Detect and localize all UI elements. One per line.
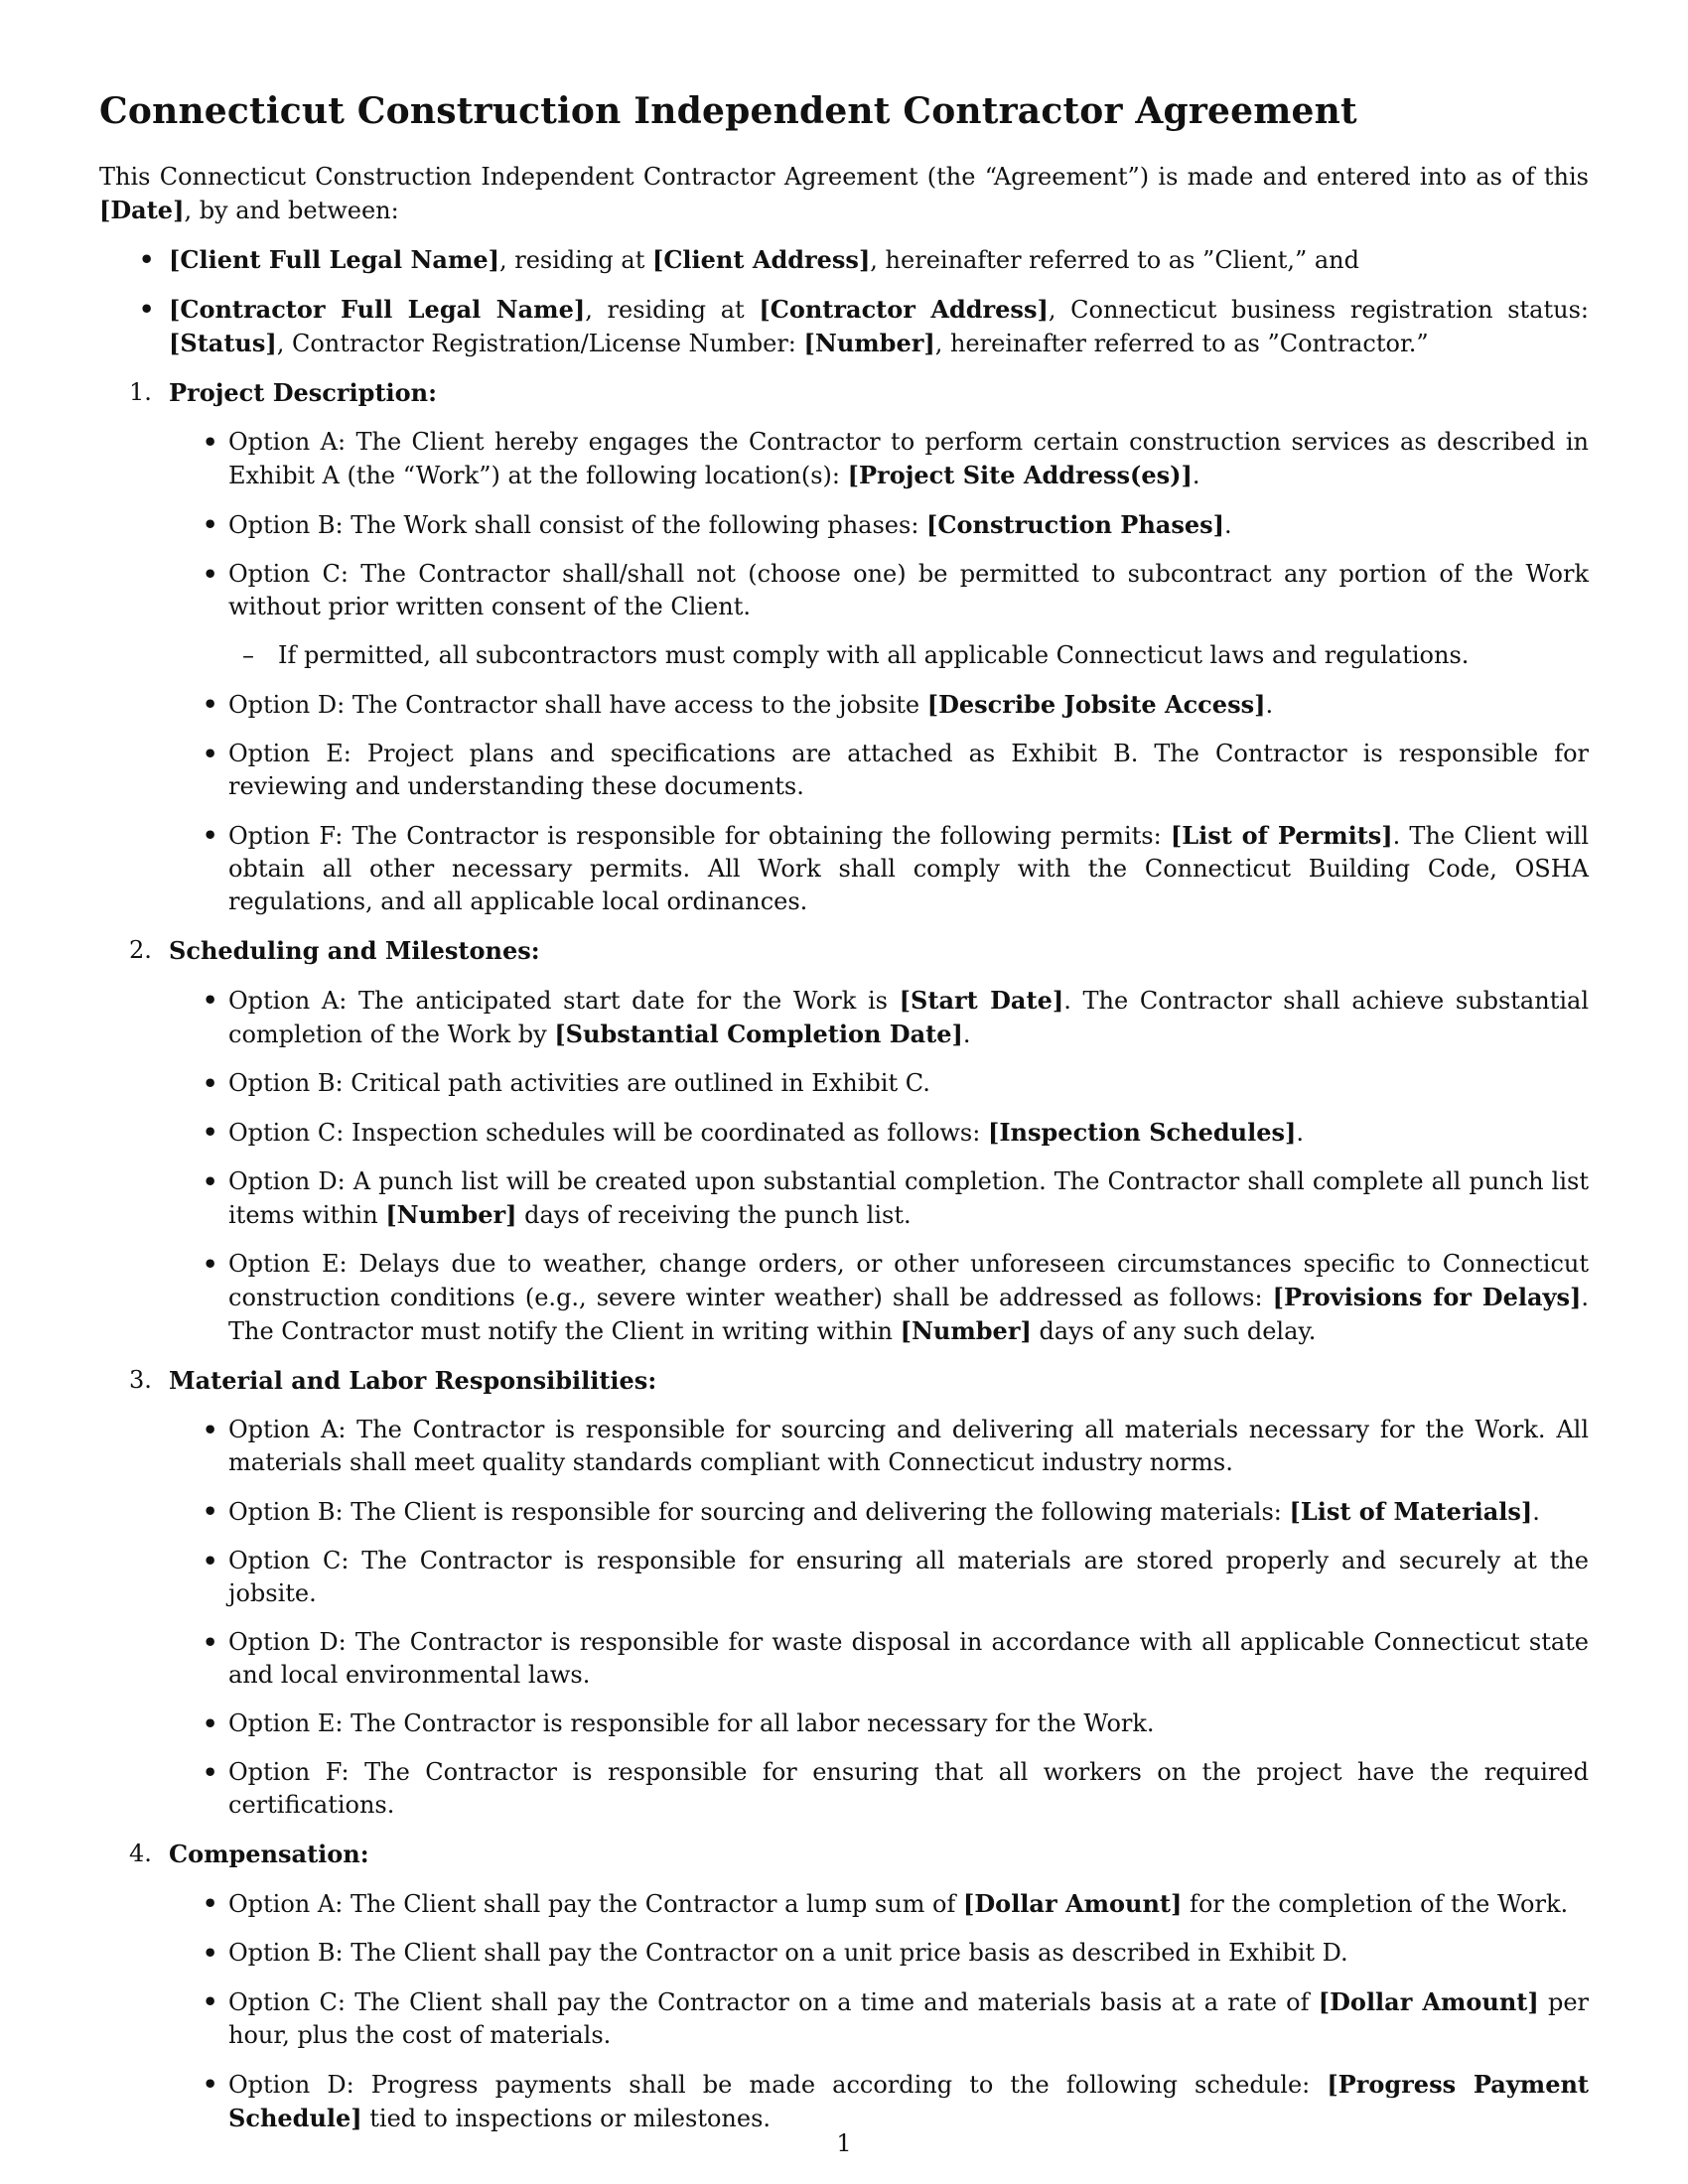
- section-heading: Scheduling and Milestones:: [169, 936, 540, 965]
- option-item: • Option A: The Client hereby engages the Contractor to perform certain construction services as described in Exhibit A (the “Work”) at the following location(s): [Project Site Address(es)].: [203, 428, 1589, 489]
- bullet-icon: •: [203, 1547, 218, 1575]
- option-item: • Option B: The Client shall pay the Contractor on a unit price basis as described in Exhibit D.: [203, 1939, 1348, 1968]
- bullet-icon: •: [139, 245, 155, 274]
- placeholder-field: [List of Materials]: [1289, 1497, 1533, 1526]
- option-item: • Option E: The Contractor is responsible for all labor necessary for the Work.: [203, 1709, 1155, 1738]
- placeholder-field: [Number]: [900, 1316, 1032, 1345]
- placeholder-field: [Substantial Completion Date]: [554, 1020, 963, 1048]
- bullet-icon: •: [203, 1939, 218, 1968]
- option-item: • Option C: The Contractor shall/shall not (choose one) be permitted to subcontract any portion of the Work without prior written consent of the Client. – If permitted, all subcontractors must comply with all applicable Connecticut laws and regulations.: [169, 558, 1589, 672]
- option-item: • Option D: The Contractor is responsible for waste disposal in accordance with all applicable Connecticut state and local environmental laws.: [203, 1628, 1589, 1689]
- intro-paragraph: This Connecticut Construction Independent Contractor Agreement (the “Agreement”) is made and entered into as of this [Date], by and between:: [99, 163, 1589, 224]
- bullet-icon: •: [203, 428, 218, 457]
- bullet-icon: •: [203, 510, 218, 539]
- option-item: • Option A: The anticipated start date for the Work is [Start Date]. The Contractor shall achieve substantial completion of the Work by [Substantial Completion Date].: [203, 986, 1590, 1048]
- bullet-icon: •: [203, 690, 218, 719]
- bullet-icon: •: [203, 560, 218, 589]
- option-item: • Option D: A punch list will be created upon substantial completion. The Contractor shall complete all punch list items within [Number] days of receiving the punch list.: [203, 1167, 1589, 1229]
- option-item: • Option A: The Contractor is responsible for sourcing and delivering all materials necessary for the Work. All materials shall meet quality standards compliant with Connecticut industry norms.: [203, 1416, 1589, 1476]
- bullet-icon: •: [203, 1628, 218, 1657]
- bullet-icon: •: [203, 1250, 218, 1279]
- option-item: • Option D: The Contractor shall have access to the jobsite [Describe Jobsite Access].: [203, 690, 1274, 719]
- section-4: [99, 1838, 1589, 2135]
- document-page: [99, 87, 1589, 2151]
- page-number: 1: [836, 2129, 852, 2157]
- bullet-icon: •: [203, 1889, 218, 1918]
- bullet-icon: •: [203, 2070, 218, 2099]
- option-item: • Option F: The Contractor is responsible for ensuring that all workers on the project have the required certifications.: [203, 1758, 1589, 1819]
- option-item: • Option B: Critical path activities are outlined in Exhibit C.: [203, 1069, 930, 1098]
- placeholder-field: [Dollar Amount]: [1318, 1987, 1539, 2016]
- option-item: • Option A: The Client shall pay the Contractor a lump sum of [Dollar Amount] for the completion of the Work.: [203, 1889, 1569, 1918]
- sub-item: – If permitted, all subcontractors must comply with all applicable Connecticut laws and regulations.: [228, 639, 1589, 672]
- bullet-icon: •: [203, 1987, 218, 2016]
- placeholder-field: [Start Date]: [899, 986, 1064, 1015]
- option-item: • Option F: The Contractor is responsible for obtaining the following permits: [List of Permits]. The Client will obtain all other necessary permits. All Work shall comply with the Connecticut Building Code, OSHA regulations, and all applicable local ordinances.: [203, 821, 1589, 915]
- bullet-icon: •: [203, 1069, 218, 1098]
- bullet-icon: •: [203, 740, 218, 768]
- option-list: [169, 984, 1589, 1348]
- placeholder-field: [Provisions for Delays]: [1272, 1283, 1582, 1311]
- placeholder-field: [Progress Payment Schedule]: [228, 2070, 1589, 2132]
- option-item: • Option C: The Contractor is responsible for ensuring all materials are stored properly and securely at the jobsite.: [203, 1547, 1589, 1607]
- bullet-icon: •: [203, 1167, 218, 1196]
- dash-icon: –: [242, 641, 254, 669]
- bullet-icon: •: [203, 986, 218, 1015]
- placeholder-field: [Describe Jobsite Access]: [926, 690, 1266, 719]
- placeholder-field: [Number]: [385, 1200, 517, 1229]
- placeholder-field: [Construction Phases]: [926, 510, 1224, 539]
- placeholder-field: [List of Permits]: [1170, 821, 1393, 850]
- section-heading: Project Description:: [169, 378, 437, 407]
- bullet-icon: •: [203, 1118, 218, 1147]
- option-item: • Option B: The Client is responsible for sourcing and delivering the following materials: [List of Materials].: [203, 1497, 1540, 1526]
- document-title: Connecticut Construction Independent Contractor Agreement: [99, 90, 1357, 132]
- sections-list: [99, 376, 1589, 2135]
- bullet-icon: •: [203, 1416, 218, 1444]
- party-client: • [Client Full Legal Name], residing at [Client Address], hereinafter referred to as ”Client,” and: [139, 245, 1359, 274]
- option-item: • Option E: Delays due to weather, change orders, or other unforeseen circumstances specific to Connecticut construction conditions (e.g., severe winter weather) shall be addressed as follows: [Provisions for Delays]. The Contractor must notify the Client in writing within [Number] days of any such delay.: [203, 1250, 1589, 1345]
- placeholder-field: [Inspection Schedules]: [987, 1118, 1297, 1147]
- option-list: [169, 1414, 1589, 1822]
- section-number: 4.: [129, 1840, 152, 1867]
- section-number: 2.: [129, 936, 152, 964]
- option-list: [169, 426, 1589, 918]
- option-item: • Option B: The Work shall consist of the following phases: [Construction Phases].: [203, 510, 1232, 539]
- section-3: [99, 1364, 1589, 1822]
- option-item: • Option C: Inspection schedules will be coordinated as follows: [Inspection Schedules].: [203, 1118, 1304, 1147]
- option-list: [169, 1887, 1589, 2135]
- placeholder-field: [Dollar Amount]: [963, 1889, 1183, 1918]
- section-number: 3.: [129, 1366, 152, 1394]
- parties-list: [99, 243, 1589, 360]
- placeholder-field: [Project Site Address(es)]: [847, 461, 1193, 489]
- option-item: • Option D: Progress payments shall be made according to the following schedule: [Progress Payment Schedule] tied to inspections or milestones.: [203, 2070, 1589, 2132]
- bullet-icon: •: [203, 1758, 218, 1787]
- bullet-icon: •: [203, 1497, 218, 1526]
- option-item: • Option E: Project plans and specifications are attached as Exhibit B. The Contractor is responsible for reviewing and understanding these documents.: [203, 740, 1589, 800]
- section-number: 1.: [129, 378, 152, 406]
- section-heading: Material and Labor Responsibilities:: [169, 1366, 657, 1395]
- section-2: [99, 934, 1589, 1348]
- section-1: [99, 376, 1589, 918]
- sub-list: [228, 639, 1589, 672]
- bullet-icon: •: [203, 1709, 218, 1738]
- bullet-icon: •: [139, 295, 155, 324]
- bullet-icon: •: [203, 821, 218, 850]
- party-contractor: • [Contractor Full Legal Name], residing at [Contractor Address], Connecticut business registration status: [Status], Contractor Registration/License Number: [Number], hereinafter referred to as ”Contractor.”: [139, 295, 1589, 357]
- section-heading: Compensation:: [169, 1840, 369, 1868]
- date-placeholder: [Date]: [99, 196, 185, 224]
- option-item: • Option C: The Client shall pay the Contractor on a time and materials basis at a rate of [Dollar Amount] per hour, plus the cost of materials.: [203, 1987, 1590, 2049]
